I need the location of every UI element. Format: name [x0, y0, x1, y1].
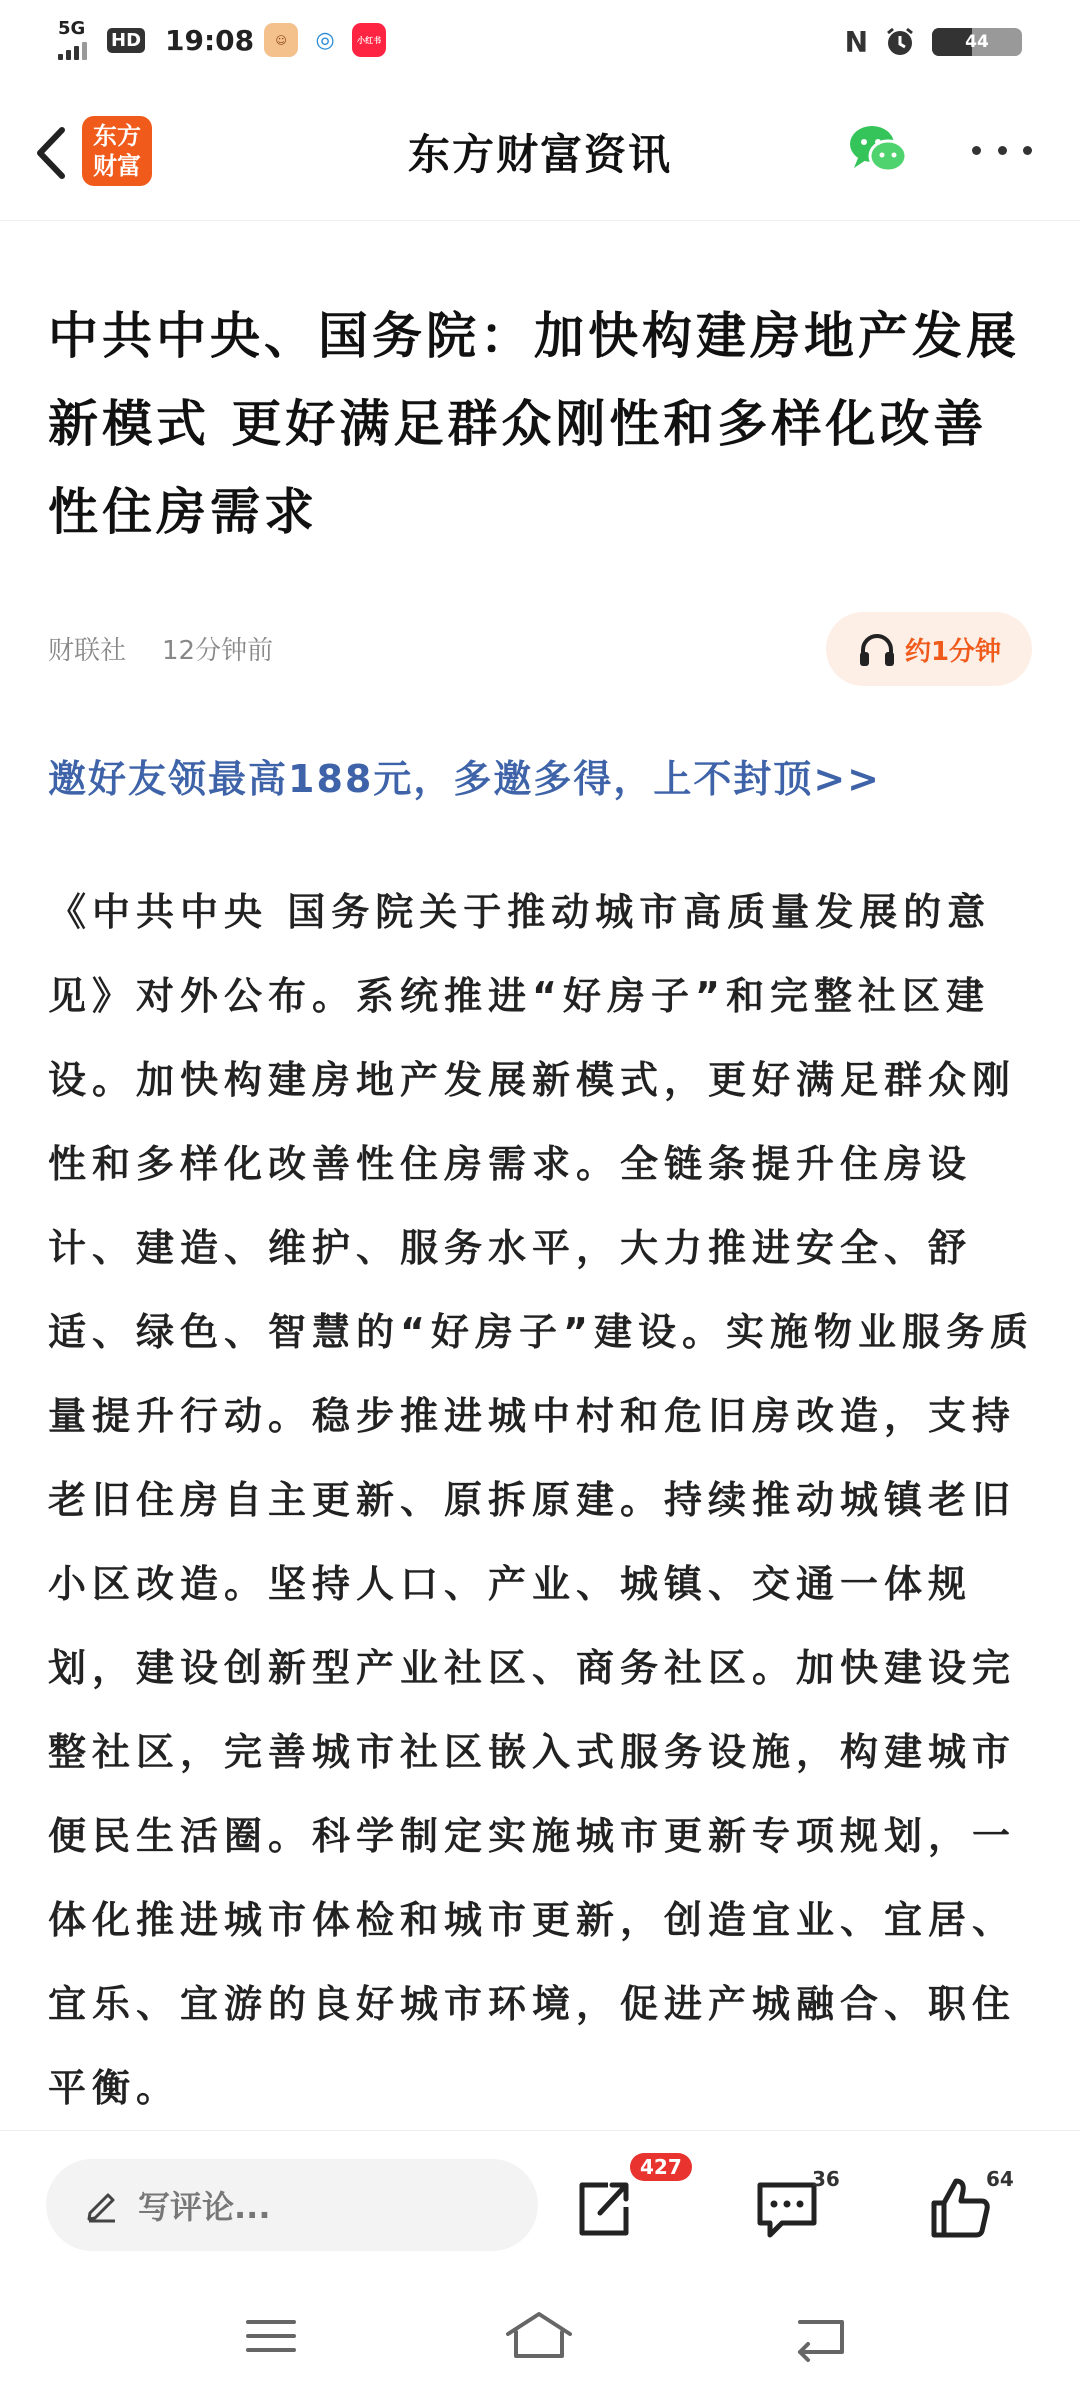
network-type: 5G: [58, 18, 86, 39]
pencil-icon: [84, 2187, 120, 2223]
comment-placeholder: 写评论...: [138, 2188, 271, 2226]
audio-duration: 约1分钟: [904, 636, 1002, 667]
more-options-icon[interactable]: [972, 130, 1032, 170]
status-right: [845, 22, 1022, 62]
app-header: [0, 80, 1080, 221]
bottom-action-bar: [0, 2130, 1080, 2267]
signal-icon: [58, 20, 87, 60]
hd-icon: HD: [107, 28, 145, 53]
comment-count: 36: [812, 2167, 840, 2191]
battery-icon: [932, 28, 1022, 56]
xiaohongshu-icon: 小红书: [352, 23, 386, 57]
menu-nav-icon[interactable]: [236, 2306, 306, 2366]
article-body: 《中共中央 国务院关于推动城市高质量发展的意见》对外公布。系统推进“好房子”和完整社区建设。加快构建房地产发展新模式，更好满足群众刚性和多样化改善性住房需求。全链条提升住房设计、建造、维护、服务水平，大力推进安全、舒适、绿色、智慧的“好房子”建设。实施物业服务质量提升行动。稳步推进城中村和危旧房改造，支持老旧住房自主更新、原拆原建。持续推动城镇老旧小区改造。坚持人口、产业、城镇、交通一体规划，建设创新型产业社区、商务社区。加快建设完整社区，完善城市社区嵌入式服务设施，构建城市便民生活圈。科学制定实施城市更新专项规划，一体化推进城市体检和城市更新，创造宜业、宜居、宜乐、宜游的良好城市环境，促进产城融合、职住平衡。: [48, 890, 1034, 2110]
write-comment-input[interactable]: [46, 2159, 538, 2251]
like-count: 64: [986, 2167, 1014, 2191]
nfc-icon: Ν: [844, 25, 868, 59]
battery-level: 44: [965, 32, 989, 52]
article-title: 中共中央、国务院：加快构建房地产发展新模式 更好满足群众刚性和多样化改善性住房需求: [48, 307, 1020, 541]
home-nav-icon[interactable]: [504, 2306, 574, 2366]
status-left: [58, 20, 386, 60]
article-meta: [48, 630, 273, 667]
invite-friends-link[interactable]: 邀好友领最高188元，多邀多得，上不封顶>>: [48, 757, 882, 801]
notification-app-icon: ☺: [264, 23, 298, 57]
article-time: 12分钟前: [162, 636, 274, 666]
back-nav-icon[interactable]: [786, 2306, 856, 2366]
logo-line2: 财富: [93, 152, 141, 180]
article-source: 财联社: [48, 636, 127, 666]
logo-line1: 东方: [93, 122, 141, 150]
clock: 19:08: [165, 23, 255, 57]
share-count-badge: 427: [630, 2153, 692, 2181]
notification-app-icon: ◎: [315, 27, 335, 53]
system-nav-bar: [0, 2266, 1080, 2400]
status-bar: [0, 0, 1080, 80]
headphones-icon: [857, 630, 897, 668]
alarm-icon: [884, 26, 916, 58]
wechat-share-icon[interactable]: [846, 122, 910, 178]
listen-audio-button[interactable]: [826, 612, 1032, 686]
share-icon[interactable]: [568, 2173, 638, 2243]
page-title: 东方财富资讯: [407, 130, 672, 179]
